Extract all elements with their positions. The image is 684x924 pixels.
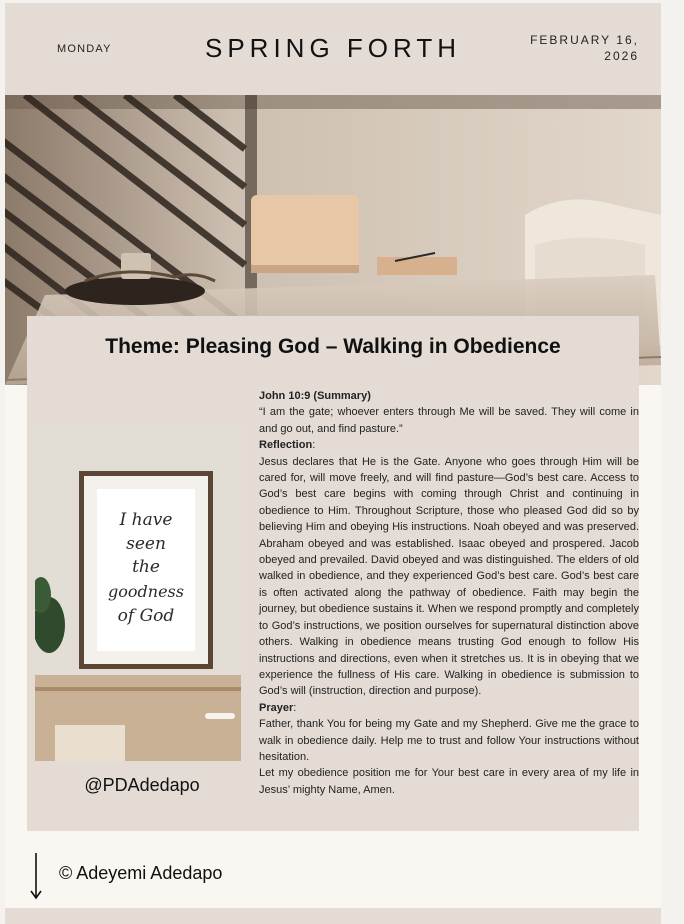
day-label: MONDAY (57, 43, 112, 55)
theme-title: Theme: Pleasing God – Walking in Obedience (105, 335, 561, 358)
social-handle: @PDAdedapo (84, 775, 200, 795)
prayer-text-1: Father, thank You for being my Gate and my Shepherd. Give me the grace to walk in obedience daily. Help me to trust and follow Your instructions without hesitation. (259, 718, 639, 763)
prayer-text-2: Let my obedience position me for Your best care in every area of my life in Jesus’ mighty Name, Amen. (259, 767, 639, 796)
page-title: SPRING FORTH (205, 33, 461, 63)
quote-line-4: goodness (108, 582, 184, 601)
quote-line-2: seen (126, 534, 166, 554)
quote-line-3: the (132, 557, 160, 577)
quote-line-1: I have (119, 510, 173, 530)
framed-quote-illustration (35, 425, 241, 761)
copyright-text: © Adeyemi Adedapo (59, 863, 223, 883)
reflection-text: Jesus declares that He is the Gate. Anyone who goes through Him will be cared for, will move freely, and will find pasture—God’s best care. Access to God’s best care begins with coming through Christ and continuing in obedience to Him. Throughout Scripture, those who pleased God did so by believing Him and obeying His instructions. Noah obeyed and was preserved. Abraham obeyed and was established. Isaac obeyed and prospered. Jacob obeyed and prevailed. David obeyed and was distinguished. The elders of old walked in obedience, and they experienced God’s best care. God’s best care is often activated along the pathway of obedience. Faith may begin the journey, but obedience sustains it. When we respond promptly and completely to God’s instructions, we position ourselves for supernatural distinction above others. Walking in obedience means trusting God enough to follow His instructions and directions, even when it stretches us. It is in obeying that we experience the fullness of His care. Walking in obedience is submission to God’s will (instruction, direction and purpose). (259, 455, 639, 698)
devotional-page (5, 3, 661, 924)
bottom-band (5, 908, 661, 924)
scripture-reference: John 10:9 (Summary) (259, 390, 371, 402)
date-label (509, 32, 639, 64)
framed-quote-photo (35, 425, 241, 761)
date-line-1: FEBRUARY 16, (530, 33, 639, 47)
prayer-label: Prayer (259, 701, 294, 714)
header (5, 3, 661, 95)
down-arrow-icon (29, 853, 43, 906)
reflection-label: Reflection (259, 439, 313, 452)
date-line-2: 2026 (604, 49, 639, 63)
scripture-text: “I am the gate; whoever enters through Me will be saved. They will come in and go out, and find pasture.” (259, 406, 639, 435)
devotional-text: John 10:9 (Summary) “I am the gate; whoever enters through Me will be saved. They will come in and go out, and find pasture.” Reflection: Jesus declares that He is the Gate. Anyone who goes through Him will be cared for, will move freely, and will find pasture—God’s best care. Access to God’s best care begins with coming through Christ and continuing in obedience to Him. Throughout Scripture, those who pleased God did so by believing Him and obeying His instructions. Noah obeyed and was preserved. Abraham obeyed and was established. Isaac obeyed and prospered. Jacob obeyed and prevailed. David obeyed and was distinguished. The elders of old walked in obedience, and they experienced God’s best care. God’s best care is often activated along the pathway of obedience. Faith may begin the journey, but obedience sustains it. When we respond promptly and completely to God’s instructions, we position ourselves for supernatural distinction above others. Walking in obedience means trusting God enough to follow His instructions and directions, even when it stretches us. It is in obeying that we experience the fullness of His care. Walking in obedience is submission to God’s will (instruction, direction and purpose). Prayer: Father, thank You for being my Gate and my Shepherd. Give me the grace to walk in obedience daily. Help me to trust and follow Your instructions without hesitation. Let my obedience position me for Your best care in every area of my life in Jesus’ mighty Name, Amen. (259, 388, 639, 798)
quote-line-5: of God (117, 606, 175, 626)
